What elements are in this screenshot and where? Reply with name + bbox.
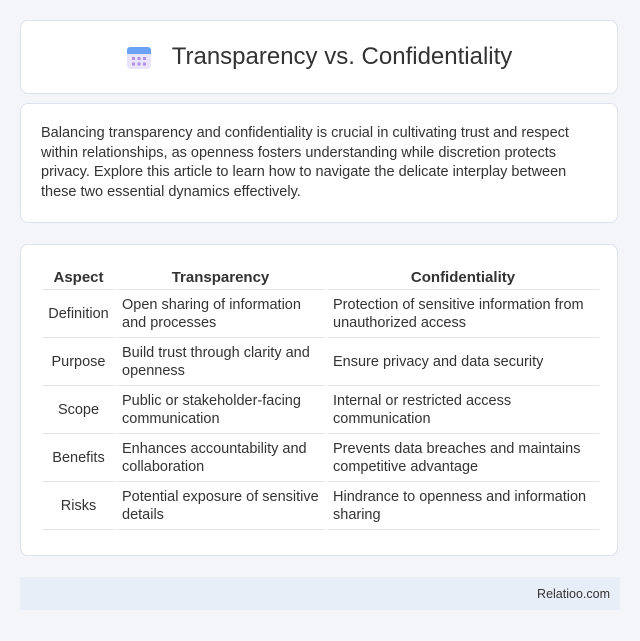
confidentiality-cell: Protection of sensitive information from unauthorized access bbox=[327, 290, 599, 338]
transparency-cell: Public or stakeholder-facing communication bbox=[116, 386, 325, 434]
transparency-cell: Build trust through clarity and openness bbox=[116, 338, 325, 386]
intro-paragraph: Balancing transparency and confidentiality is crucial in cultivating trust and respect within relationships, as openness fosters understanding while discretion protects privacy. Explore this article to learn how to navigate the delicate interplay between these two essential dynamics effectively. bbox=[41, 125, 569, 200]
confidentiality-cell: Prevents data breaches and maintains competitive advantage bbox=[327, 434, 599, 482]
comparison-table-card bbox=[20, 244, 618, 556]
table-row bbox=[43, 386, 599, 434]
column-header: Aspect bbox=[43, 263, 114, 290]
column-header: Transparency bbox=[116, 263, 325, 290]
aspect-cell: Definition bbox=[43, 290, 114, 338]
transparency-cell: Potential exposure of sensitive details bbox=[116, 482, 325, 530]
table-row bbox=[43, 338, 599, 386]
transparency-cell: Open sharing of information and processes bbox=[116, 290, 325, 338]
comparison-table bbox=[41, 263, 601, 530]
confidentiality-cell: Hindrance to openness and information sharing bbox=[327, 482, 599, 530]
aspect-cell: Scope bbox=[43, 386, 114, 434]
header-card bbox=[20, 20, 618, 94]
table-row bbox=[43, 290, 599, 338]
calendar-icon bbox=[126, 44, 152, 70]
footer-bar bbox=[20, 577, 620, 610]
confidentiality-cell: Internal or restricted access communication bbox=[327, 386, 599, 434]
intro-card bbox=[20, 103, 618, 223]
page-title: Transparency vs. Confidentiality bbox=[171, 43, 513, 70]
table-header-row bbox=[43, 263, 599, 290]
footer-brand[interactable]: Relatioo.com bbox=[537, 586, 610, 601]
transparency-cell: Enhances accountability and collaboration bbox=[116, 434, 325, 482]
aspect-cell: Purpose bbox=[43, 338, 114, 386]
aspect-cell: Risks bbox=[43, 482, 114, 530]
table-row bbox=[43, 434, 599, 482]
table-row bbox=[43, 482, 599, 530]
aspect-cell: Benefits bbox=[43, 434, 114, 482]
confidentiality-cell: Ensure privacy and data security bbox=[327, 338, 599, 386]
column-header: Confidentiality bbox=[327, 263, 599, 290]
